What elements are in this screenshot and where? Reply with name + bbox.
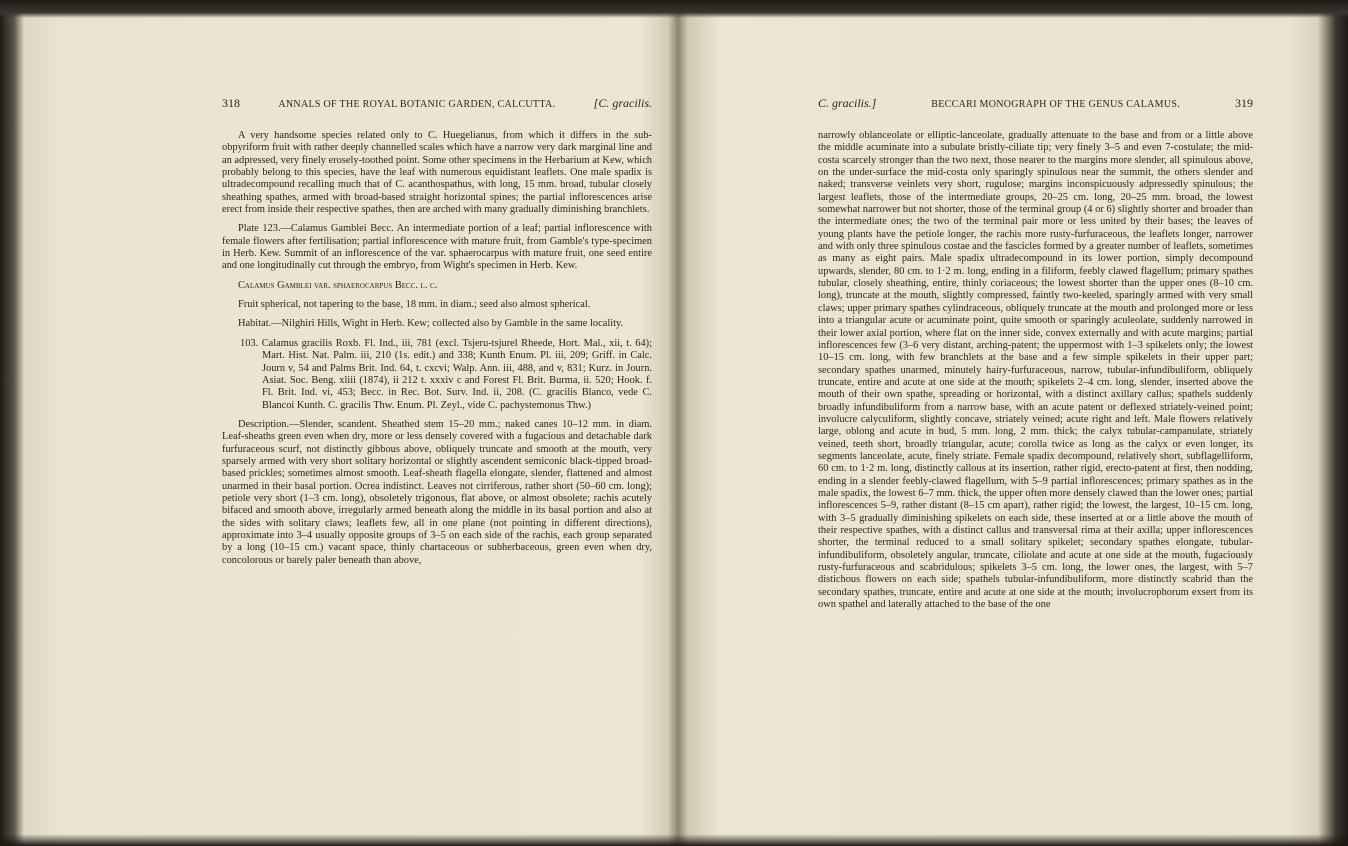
right-page-body <box>818 130 1253 611</box>
left-page-number: 318 <box>222 96 240 110</box>
top-edge <box>0 0 1348 18</box>
left-running-head <box>222 96 652 116</box>
bottom-edge <box>0 834 1348 846</box>
left-side-note: [C. gracilis. <box>593 96 652 110</box>
left-page <box>222 96 652 574</box>
right-running-title: BECCARI MONOGRAPH OF THE GENUS CALAMUS. <box>931 99 1181 110</box>
description-paragraph: Description.—Slender, scandent. Sheathed stem 15–20 mm.; naked canes 10–12 mm. in diam. Leaf-sheaths green even when dry, more or less densely covered with a fugacious and detachable dark furfuraceous scurf, not distinctly gibbous above, obliquely truncate and smooth at the mouth, very sparsely armed with very short solitary horizontal or slightly ascendent semiconic black-tipped broad-based prickles; sometimes almost smooth. Leaf-sheath flagella elongate, slender, flattened and almost unarmed in their basal portion. Ocrea indistinct. Leaves not cirriferous, rather short (50–60 cm. long); petiole very short (1–3 cm. long), obsoletely trigonous, flat above, or almost obsolete; rachis acutely bifaced and smooth above, irregularly armed beneath along the middle in its basal portion and also at the sides with solitary claws; leaflets few, all in one plane (not pointing in different directions), approximate into 3–4 usually opposite groups of 3–5 on each side of the rachis, each group separated by a long (10–15 cm.) vacant space, thinly chartaceous or subherbaceous, green even when dry, concolorous or barely paler beneath than above, <box>222 418 652 566</box>
left-page-body <box>222 130 652 567</box>
right-page <box>818 96 1253 611</box>
habitat-note: Habitat.—Nilghiri Hills, Wight in Herb. Kew; collected also by Gamble in the same locality. <box>238 318 624 330</box>
left-paragraph-1: A very handsome species related only to C. Huegelianus, from which it differs in the sub-obpyriform fruit with rather deeply channelled scales which have a narrow very dark marginal line and an adpressed, very finely erosely-toothed point. Some other specimens in the Herbarium at Kew, which probably belong to this species, have the leaf with numerous equidistant leaflets. One male spadix is ultradecompound recalling much that of C. acanthospathus, with long, 15 mm. broad, tubular closely sheathing spathes, armed with broad-based straight horizontal spines; the partial inflorescences arise erect from inside their respective spathes, then are arched with many gradually diminishing branchlets. <box>222 130 652 216</box>
variety-heading: Calamus Gamblei var. sphaerocarpus Becc. l. c. <box>238 279 438 291</box>
description-continued: narrowly oblanceolate or elliptic-lanceolate, gradually attenuate to the base and from or a little above the middle acuminate into a subulate bristly-ciliate tip; very finely 3–5 and even 7-costulate; the mid-costa scarcely stronger than the two next, those nearer to the margins more slender, all spinulous above, on the under-surface the mid-costa only sparingly spinulous near the summit, the others slender and naked; transverse veinlets very short, rugulose; margins inconspicuously adpressedly spinulous; the largest leaflets, those of the intermediate groups, 20–25 cm. long, 20–25 mm. broad, the lowest somewhat narrower but not shorter, those of the terminal group (4 or 6) slightly shorter and broader than the intermediate ones; the two of the terminal pair more or less united by their bases; the leaves of young plants have the petiole longer, the rachis more rusty-furfuraceous, the leaflets longer, narrower and with only three spinulous costae and the fascicles formed by a greater number of leaflets, sometimes as many as eight pairs. Male spadix ultradecompound in its lower portion, simply decompound upwards, slender, 80 cm. to 1·2 m. long, ending in a filiform, feebly clawed flagellum; primary spathes tubular, closely sheathing, entire, thinly coriaceous; the lowest shorter than the upper ones (8–10 cm. long), truncate at the mouth, slightly compressed, faintly two-keeled, sparingly armed with very small claws; upper primary spathes cylindraceous, obliquely truncate at the mouth and prolonged more or less into a triangular acute or acuminate point, quite smooth or sparingly aculeolate, suddenly narrowed in their lower axial portion, where flat on the inner side, convex externally and with acute margins; partial inflorescences few (3–6 very distant, arching-patent; the uppermost with 1–3 spikelets only; the lowest 10–15 cm. long, with few branchlets at the base and a few simple spikelets in their upper part; secondary spathes unarmed, minutely hairy-furfuraceous, narrow, tubular-infundibuliform, obliquely truncate, entire and acute at one side at the mouth; spikelets 2–4 cm. long, slender, inserted above the mouth of their own spathe, spreading or horizontal, with a distinct axillary callus; spathels suddenly broadly infundibuliform from a narrow base, with an acute patent or deflexed striately-veined point; involucre calyculiform, slightly concave, striately veined; acute right and left. Male flowers relatively large, oblong and acute in bud, 5 mm. long, 2 mm. thick; the calyx tubular-campanulate, striately veined, teeth short, broadly triangular, acute; corolla twice as long as the calyx or even longer, its segments lanceolate, acute, finely striate. Female spadix decompound, relatively short, subflagelliform, 60 cm. to 1·2 m. long, distinctly callous at its insertion, rather rigid, erecto-patent at first, then nodding, ending in a slender feebly-clawed flagellum, with 5–9 partial inflorescences; primary spathes as in the male spadix, the lowest 6–7 mm. thick, the upper often more densely clawed than the lower ones; partial inflorescences 5–9, rather distant (8–15 cm apart), rather rigid; the lowest, the largest, 10–15 cm. long, with 3–5 gradually diminishing spikelets on each side, these inserted at or a little above the mouth of their respective spathes, with a distinct callus and transversal rima at their axilla; upper inflorescences shorter, the terminal reduced to a small solitary spikelet; secondary spathes elongate, tubular-infundibuliform, obsoletely angular, truncate, ciliolate and acute at one side at the mouth, fugaciously rusty-furfuraceous and scabridulous; spikelets 3–5 cm. long, the lower ones, the largest, with 5–7 distichous flowers on each side; spathels tubular-infundibuliform, more distinctly scabrid than the secondary spathes, truncate, entire and acute at one side at the mouth; involucrophorum exsert from its own spathel and laterally attached to the base of the one <box>818 130 1253 611</box>
left-running-title: ANNALS OF THE ROYAL BOTANIC GARDEN, CALCUTTA. <box>278 99 556 110</box>
right-running-head <box>818 96 1253 116</box>
fruit-description: Fruit spherical, not tapering to the base, 18 mm. in diam.; seed also almost spherical. <box>238 299 591 311</box>
right-page-number: 319 <box>1234 96 1253 110</box>
species-entry-103: 103. Calamus gracilis Roxb. Fl. Ind., iii, 781 (excl. Tsjeru-tsjurel Rheede, Hort. Mal., xii, t. 64); Mart. Hist. Nat. Palm. iii, 210 (1s. edit.) and 338; Kunth Enum. Pl. iii, 209; Griff. in Calc. Journ v, 54 and Palms Brit. Ind. 64, t. cxcvi; Walp. Ann. iii, 488, and v, 831; Kurz. in Journ. Asiat. Soc. Beng. xliii (1874), ii 212 t. xxxiv c and Forest Fl. Brit. Burma, ii. 520; Hook. f. Fl. Brit. Ind. vi, 453; Becc. in Rec. Bot. Surv. Ind. ii, 208. (C. gracilis Blanco, vede C. Blancoi Kunth. C. gracilis Thw. Enum. Pl. Zeyl., vide C. pachystemonus Thw.) <box>240 337 652 411</box>
plate-caption: Plate 123.—Calamus Gamblei Becc. An intermediate portion of a leaf; partial inflorescence with female flowers after fertilisation; partial inflorescence with mature fruit, from Gamble's type-specimen in Herb. Kew. Summit of an inflorescence of the var. sphaerocarpus with mature fruit, one seed entire and one longitudinally cut through the embryo, from Wight's specimen in Herb. Kew. <box>222 223 652 272</box>
right-side-note: C. gracilis.] <box>818 96 877 110</box>
